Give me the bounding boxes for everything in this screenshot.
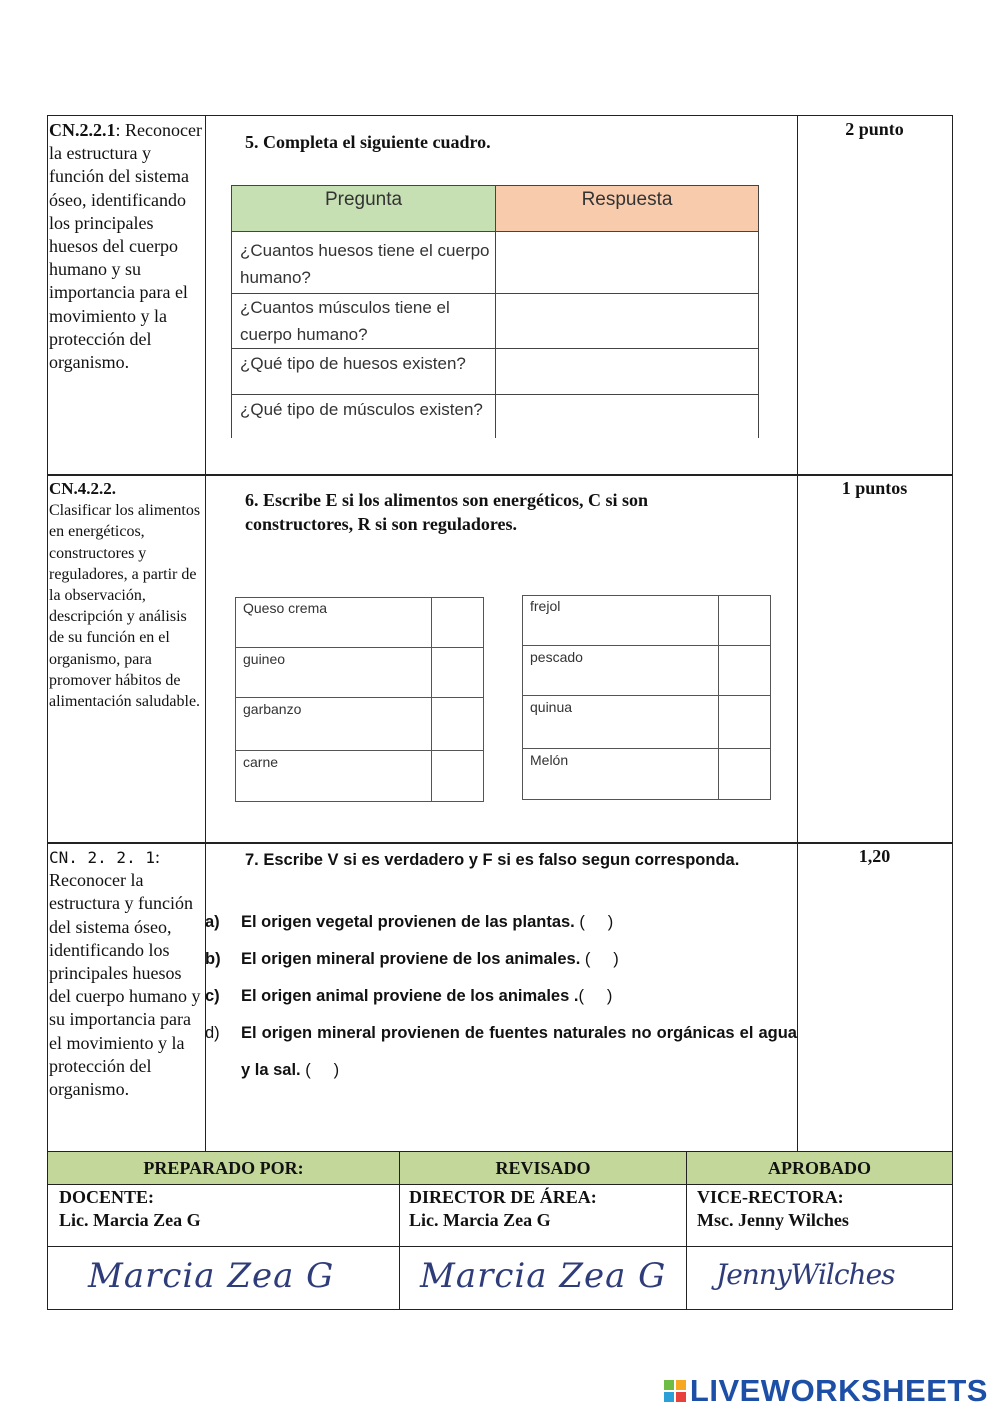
question-6-title: 6. Escribe E si los alimentos son energéticos, C si son constructores, R si son reguladores. <box>245 490 648 534</box>
food-label: quinua <box>530 699 573 715</box>
table-row <box>231 394 759 395</box>
answer-field[interactable] <box>497 396 757 436</box>
bones-muscles-table <box>231 185 759 438</box>
question-cell: ¿Qué tipo de músculos existen? <box>240 400 483 419</box>
item-text: El origen mineral proviene de los animales. <box>241 950 581 968</box>
table-row <box>231 348 759 349</box>
indicator-code: CN.2.2.1 <box>49 120 116 140</box>
item-text: El origen vegetal provienen de las plantas. <box>241 913 575 931</box>
answer-field[interactable] <box>497 234 757 291</box>
indicator-code: CN. 2. 2. 1 <box>49 848 155 867</box>
foods-table-right <box>522 595 771 800</box>
food-label: frejol <box>530 598 561 614</box>
food-row <box>522 748 771 749</box>
points-q5: 2 punto <box>845 119 904 139</box>
answer-box[interactable] <box>433 649 482 696</box>
column-divider <box>797 115 798 1152</box>
answer-field[interactable] <box>497 295 757 346</box>
signer-role: VICE-RECTORA: <box>697 1187 844 1207</box>
table-divider <box>231 232 232 438</box>
row-divider <box>47 474 953 476</box>
header-preparado: PREPARADO POR: <box>48 1152 399 1184</box>
answer-box[interactable] <box>720 698 769 746</box>
logo-mark-icon <box>664 1380 686 1402</box>
food-row <box>235 750 484 751</box>
food-label: Melón <box>530 752 569 768</box>
signer-name: Msc. Jenny Wilches <box>697 1210 849 1230</box>
header-aprobado: APROBADO <box>687 1152 952 1184</box>
item-text: El origen mineral provienen de fuentes naturales no orgánicas el agua y la sal. <box>241 1024 797 1079</box>
row-divider <box>47 1184 953 1185</box>
signer-docente <box>59 1186 201 1232</box>
answer-box[interactable] <box>720 597 769 644</box>
points-q6: 1 puntos <box>841 478 908 498</box>
answer-box[interactable] <box>433 700 482 748</box>
foods-table-left <box>235 597 484 802</box>
food-label: guineo <box>243 651 286 667</box>
points-q7: 1,20 <box>858 846 891 866</box>
signer-name: Lic. Marcia Zea G <box>409 1210 551 1230</box>
item-letter: a) <box>205 913 220 931</box>
answer-blank[interactable]: ( ) <box>305 1061 340 1079</box>
header-respuesta: Respuesta <box>495 185 759 232</box>
handwritten-signature: Marcia Zea G <box>420 1256 667 1296</box>
handwritten-signature: JennyWilches <box>716 1258 895 1291</box>
item-letter: d) <box>205 1024 220 1042</box>
signer-name: Lic. Marcia Zea G <box>59 1210 201 1230</box>
answer-box[interactable] <box>433 752 482 800</box>
indicator-code: CN.4.2.2. <box>49 479 117 498</box>
indicator-text: Clasificar los alimentos en energéticos, constructores y reguladores, a partir de la observación, descripción y análisis de su función en el organismo, para promover hábitos de alimentación saludable. <box>49 502 201 711</box>
signer-role: DOCENTE: <box>59 1187 155 1207</box>
food-label: Queso crema <box>243 600 328 616</box>
answer-blank[interactable]: ( ) <box>584 950 619 968</box>
answer-box[interactable] <box>433 599 482 646</box>
answer-blank[interactable]: ( ) <box>578 987 613 1005</box>
food-label: carne <box>243 754 279 770</box>
food-label: garbanzo <box>243 701 302 717</box>
question-cell: ¿Qué tipo de huesos existen? <box>240 354 466 373</box>
liveworksheets-logo <box>664 1373 988 1409</box>
signer-director <box>409 1186 597 1232</box>
logo-text: LIVEWORKSHEETS <box>689 1373 988 1408</box>
indicator-cn-2-2-1-b <box>49 846 205 1101</box>
question-cell: ¿Cuantos músculos tiene el cuerpo humano? <box>240 298 450 344</box>
question-7-title: 7. Escribe V si es verdadero y F si es falso segun corresponda. <box>245 851 740 869</box>
table-divider <box>718 595 719 800</box>
food-label: pescado <box>530 649 583 665</box>
question-cell: ¿Cuantos huesos tiene el cuerpo humano? <box>240 241 490 287</box>
item-letter: c) <box>205 987 220 1005</box>
answer-box[interactable] <box>720 750 769 798</box>
row-divider <box>47 1246 953 1247</box>
signer-vicerrectora <box>697 1186 849 1232</box>
indicator-text: : Reconocer la estructura y función del sistema óseo, identificando los principales huesos del cuerpo humano y su importancia para el movimiento y la protección del organismo. <box>49 120 202 373</box>
indicator-cn-2-2-1 <box>49 119 205 374</box>
table-divider <box>431 597 432 802</box>
answer-box[interactable] <box>720 647 769 694</box>
header-revisado: REVISADO <box>400 1152 686 1184</box>
answer-blank[interactable]: ( ) <box>579 913 614 931</box>
answer-field[interactable] <box>497 350 757 392</box>
table-divider <box>758 232 759 438</box>
question-5-title: 5. Completa el siguiente cuadro. <box>245 132 491 152</box>
indicator-text: : Reconocer la estructura y función del sistema óseo, identificando los principales huesos del cuerpo humano y su importancia para el movimiento y la protección del organismo. <box>49 847 201 1100</box>
signer-role: DIRECTOR DE ÁREA: <box>409 1187 597 1207</box>
item-text: El origen animal proviene de los animales . <box>241 987 579 1005</box>
table-divider <box>495 232 496 438</box>
header-pregunta: Pregunta <box>231 185 496 232</box>
item-letter: b) <box>205 950 221 968</box>
handwritten-signature: Marcia Zea G <box>88 1256 335 1296</box>
indicator-cn-4-2-2 <box>49 478 205 712</box>
